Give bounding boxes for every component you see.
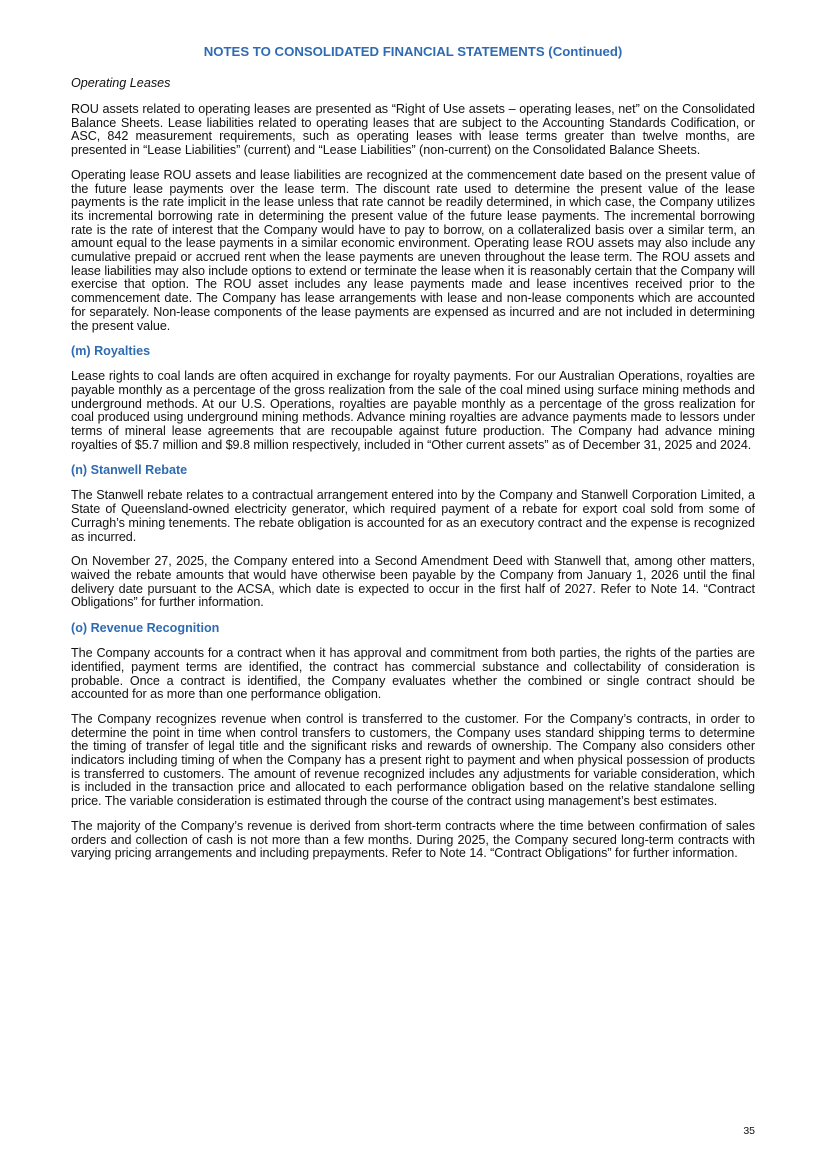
revenue-recognition-paragraph-2: The Company recognizes revenue when control is transferred to the customer. For the Company’s contracts, in order to determine the point in time when control transfers to customers, the Company uses standard shipping terms to determine the timing of transfer of legal title and the significant risks and rewards of ownership. The Company also considers other indicators including timing of when the Company has a present right to payment and when physical possession of products is transferred to customers. The amount of revenue recognized includes any adjustments for variable consideration, which is included in the transaction price and allocated to each performance obligation based on the relative standalone selling price. The variable consideration is estimated through the course of the contract using management’s best estimates. — [71, 711, 755, 809]
revenue-recognition-heading: (o) Revenue Recognition — [71, 621, 220, 636]
operating-leases-heading: Operating Leases — [71, 76, 171, 90]
revenue-recognition-paragraph-1: The Company accounts for a contract when it has approval and commitment from both parties, the rights of the parties are identified, payment terms are identified, the contract has commercial substance and collectability of consideration is probable. Once a contract is identified, the Company evaluates whether the combined or single contract should be accounted for as more than one performance obligation. — [71, 646, 755, 702]
page-header-title: NOTES TO CONSOLIDATED FINANCIAL STATEMENTS (Continued) — [203, 44, 623, 59]
stanwell-rebate-paragraph-1: The Stanwell rebate relates to a contractual arrangement entered into by the Company and Stanwell Corporation Limited, a State of Queensland-owned electricity generator, which required payment of a rebate for export coal sold from some of Curragh’s mining tenements. The rebate obligation is accounted for as an executory contract and the expense is recognized as incurred. — [71, 488, 755, 544]
revenue-recognition-paragraph-3: The majority of the Company’s revenue is derived from short-term contracts where the time between confirmation of sales orders and collection of cash is not more than a few months. During 2025, the Company secured long-term contracts with varying pricing arrangements and including prepayments. Refer to Note 14. “Contract Obligations” for further information. — [71, 818, 755, 861]
operating-leases-paragraph-2: Operating lease ROU assets and lease liabilities are recognized at the commencement date based on the present value of the future lease payments over the lease term. The discount rate used to determine the present value of the lease payments is the rate implicit in the lease unless that rate cannot be readily determined, in which case, the Company utilizes its incremental borrowing rate in determining the present value of the future lease payments. The incremental borrowing rate is the rate of interest that the Company would have to pay to borrow, on a collateralized basis over a similar term, an amount equal to the lease payments in a similar economic environment. Operating lease ROU assets may also include any cumulative prepaid or accrued rent when the lease payments are uneven throughout the lease term. The ROU assets and lease liabilities may also include options to extend or terminate the lease when it is reasonably certain that the Company will exercise that option. The ROU asset includes any lease payments made and lease incentives received prior to the commencement date. The Company has lease arrangements with lease and non-lease components which are accounted for separately. Non-lease components of the lease payments are expensed as incurred and are not included in determining the present value. — [71, 167, 755, 333]
page-content — [71, 75, 755, 872]
royalties-heading: (m) Royalties — [71, 344, 151, 359]
stanwell-rebate-paragraph-2: On November 27, 2025, the Company entered into a Second Amendment Deed with Stanwell that, among other matters, waived the rebate amounts that would have otherwise been payable by the Company from January 1, 2026 until the final delivery date pursuant to the ACSA, which date is expected to occur in the first half of 2027. Refer to Note 14. “Contract Obligations” for further information. — [71, 554, 755, 610]
stanwell-rebate-heading: (n) Stanwell Rebate — [71, 463, 188, 478]
operating-leases-paragraph-1: ROU assets related to operating leases are presented as “Right of Use assets – operating leases, net” on the Consolidated Balance Sheets. Lease liabilities related to operating leases that are subject to the Accounting Standards Codification, or ASC, 842 measurement requirements, such as operating leases with lease terms greater than twelve months, are presented in “Lease Liabilities” (current) and “Lease Liabilities” (non-current) on the Consolidated Balance Sheets. — [71, 102, 755, 158]
page-number: 35 — [743, 1125, 755, 1137]
royalties-paragraph-1: Lease rights to coal lands are often acquired in exchange for royalty payments. For our Australian Operations, royalties are payable monthly as a percentage of the gross realization from the sale of the coal mined using surface mining methods and underground methods. At our U.S. Operations, royalties are payable monthly as a percentage of the gross realization for coal produced using underground mining methods. Advance mining royalties are advance payments made to lessors under terms of mineral lease agreements that are recoupable against future production. The Company had advance mining royalties of $5.7 million and $9.8 million respectively, included in “Other current assets” as of December 31, 2025 and 2024. — [71, 369, 755, 452]
